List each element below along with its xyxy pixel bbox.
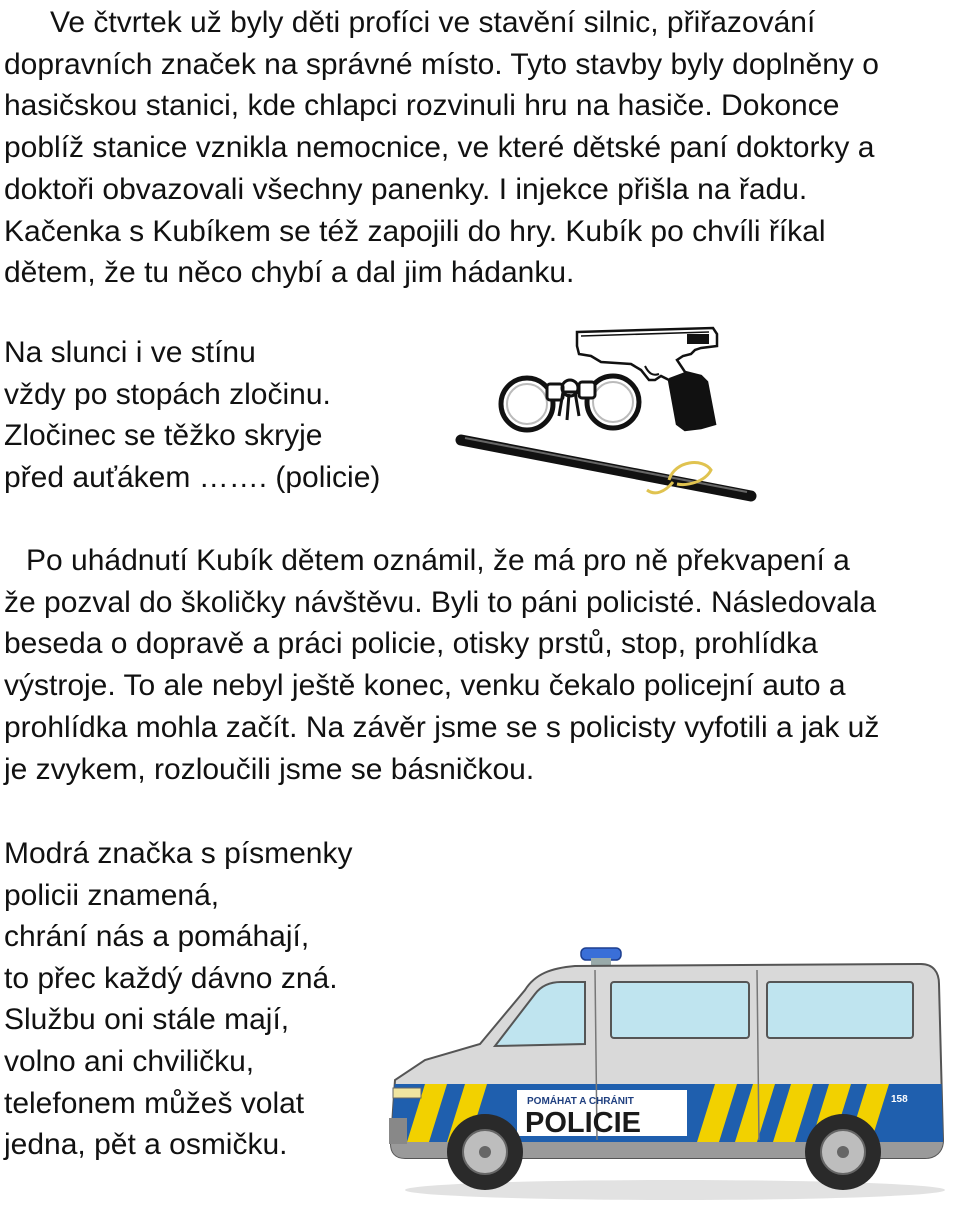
poem — [4, 833, 352, 1166]
text-line: prohlídka mohla začít. Na závěr jsme se s policisty vyfotili a jak už — [4, 710, 880, 744]
poem-line: policii znamená, — [4, 878, 220, 912]
paragraph-visit — [4, 540, 879, 790]
baton-icon — [461, 438, 751, 496]
poem-line: Službu oni stále mají, — [4, 1003, 290, 1037]
poem-line: volno ani chviličku, — [4, 1044, 255, 1078]
van-slogan: POMÁHAT A CHRÁNIT — [527, 1096, 634, 1107]
police-tools-illustration — [455, 320, 765, 520]
text-line: hasičskou stanici, kde chlapci rozvinuli hru na hasiče. Dokonce — [4, 89, 840, 123]
riddle-line: před auťákem ……. (policie) — [4, 460, 381, 494]
text-line: Po uhádnutí Kubík dětem oznámil, že má pro ně překvapení a — [26, 544, 850, 577]
text-line: dopravních značek na správné místo. Tyto stavby byly doplněny o — [4, 47, 879, 81]
text-line: že pozval do školičky návštěvu. Byli to páni policisté. Následovala — [4, 585, 877, 619]
riddle — [4, 332, 380, 498]
text-line: výstroje. To ale nebyl ještě konec, venku čekalo policejní auto a — [4, 669, 846, 703]
text-line: doktoři obvazovali všechny panenky. I injekce přišla na řadu. — [4, 172, 808, 206]
riddle-line: Zločinec se těžko skryje — [4, 419, 323, 452]
van-wheel-front — [447, 1114, 523, 1190]
text-line: beseda o dopravě a práci policie, otisky prstů, stop, prohlídka — [4, 627, 818, 661]
text-line: Kačenka s Kubíkem se též zapojili do hry. Kubík po chvíli říkal — [4, 214, 826, 248]
van-police-label: POLICIE — [525, 1107, 642, 1139]
text-line: Ve čtvrtek už byly děti profíci ve stavění silnic, přiřazování — [50, 6, 816, 39]
riddle-line: vždy po stopách zločinu. — [4, 377, 331, 411]
poem-line: to přec každý dávno zná. — [4, 961, 338, 995]
paragraph-intro — [4, 2, 949, 294]
van-phone-number: 158 — [891, 1094, 908, 1105]
text-line: poblíž stanice vznikla nemocnice, ve které dětské paní doktorky a — [4, 131, 875, 165]
riddle-line: Na slunci i ve stínu — [4, 336, 256, 369]
poem-line: Modrá značka s písmenky — [4, 837, 353, 870]
text-line: dětem, že tu něco chybí a dal jim hádanku. — [4, 256, 575, 290]
van-wheel-rear — [805, 1114, 881, 1190]
poem-line: jedna, pět a osmičku. — [4, 1128, 288, 1162]
poem-line: chrání nás a pomáhají, — [4, 920, 310, 954]
handcuffs-icon — [501, 376, 639, 430]
police-van-illustration — [385, 940, 950, 1205]
poem-line: telefonem můžeš volat — [4, 1086, 305, 1120]
text-line: je zvykem, rozloučili jsme se básničkou. — [4, 752, 535, 786]
